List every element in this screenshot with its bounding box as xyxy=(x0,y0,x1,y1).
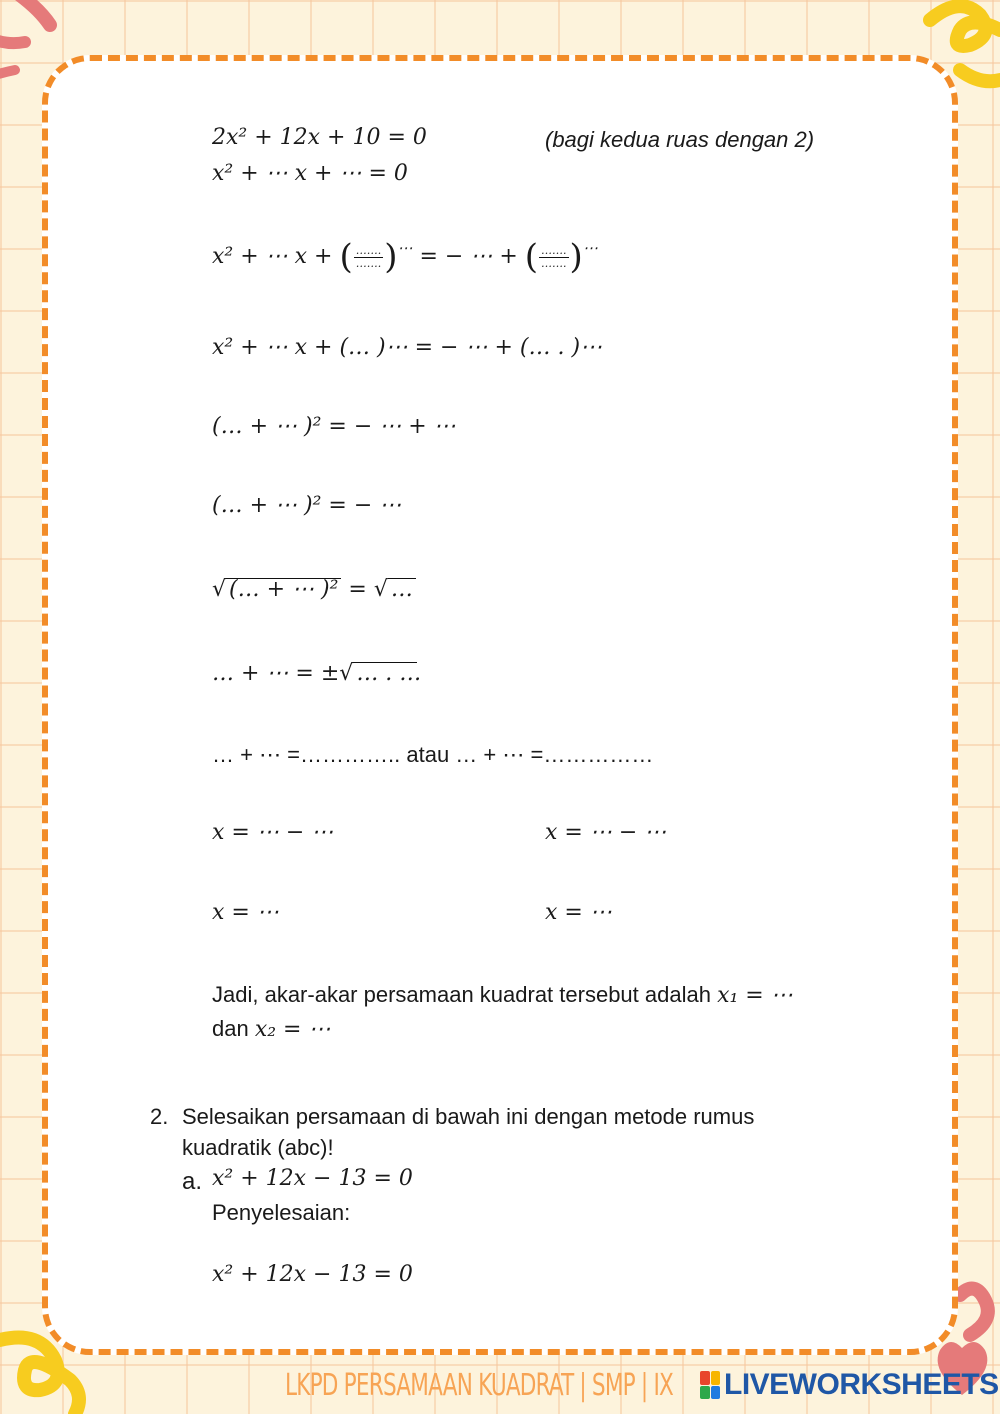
equation-note: (bagi kedua ruas dengan 2) xyxy=(545,127,815,152)
right-paren: ) xyxy=(384,237,398,277)
blank-fraction: $\frac{\dots\dots.}{\dots\dots.}$ xyxy=(355,243,382,270)
sqrt-symbol: √ xyxy=(212,577,227,602)
sqrt-radicand: … xyxy=(388,578,416,601)
question-2a-label: a. xyxy=(182,1168,203,1195)
equation-line-9: … + ⋯ =………….. atau … + ⋯ =…………… xyxy=(212,742,654,767)
blank-fraction: $\frac{\dots\dots.}{\dots\dots.}$ xyxy=(541,243,567,270)
sqrt-radicand: (… + ⋯ )² xyxy=(226,578,341,601)
liveworksheets-wordmark: LIVEWORKSHEETS xyxy=(724,1368,999,1401)
equation-line-2: 𝑥² + ⋯ 𝑥 + ⋯ = 0 xyxy=(212,161,408,186)
x2-answer: 𝑥₂ = ⋯ xyxy=(254,1017,331,1042)
equation-line-3-left: 𝑥² + ⋯ 𝑥 + xyxy=(212,244,340,269)
question-2-text-2: kuadratik (abc)! xyxy=(182,1135,334,1160)
conclusion-line-1: Jadi, akar-akar persamaan kuadrat tersebut adalah 𝑥₁ = ⋯ xyxy=(212,982,793,1008)
question-2a-equation: 𝑥² + 12𝑥 − 13 = 0 xyxy=(212,1166,413,1191)
equation-line-10a: 𝑥 = ⋯ − ⋯ xyxy=(212,820,334,845)
conclusion-line-2: dan 𝑥₂ = ⋯ xyxy=(212,1016,331,1042)
sqrt-symbol: √ xyxy=(373,577,388,602)
equation-line-8: … + ⋯ = ±√ … . … xyxy=(212,661,422,686)
equation-line-10b: 𝑥 = ⋯ − ⋯ xyxy=(545,820,667,845)
liveworksheets-logo-icon xyxy=(700,1371,720,1399)
equation-line-7: √ (… + ⋯ )² = √ … xyxy=(212,578,416,601)
footer-title: LKPD PERSAMAAN KUADRAT | SMP | IX xyxy=(285,1368,674,1403)
solution-label: Penyelesaian: xyxy=(212,1200,351,1225)
equation-line-11a: 𝑥 = ⋯ xyxy=(212,900,279,925)
left-paren: ( xyxy=(339,237,353,277)
question-2-text-1: Selesaikan persamaan di bawah ini dengan metode rumus xyxy=(182,1104,755,1129)
equation-line-3: 𝑥² + ⋯ 𝑥 + ( $\frac{\dots\dots.}{\dots\dots.}$ )⋯ = − ⋯ + ( $\frac{\dots\dots.}{\dots\dots.}$ )⋯ xyxy=(212,237,598,277)
liveworksheets-brand[interactable] xyxy=(700,1368,999,1402)
equation-line-6: (… + ⋯ )² = − ⋯ xyxy=(212,493,402,518)
equation-line-1: 2𝑥² + 12𝑥 + 10 = 0 xyxy=(212,125,427,150)
sqrt-symbol: √ xyxy=(339,661,354,686)
x1-answer: 𝑥₁ = ⋯ xyxy=(717,983,793,1008)
right-paren: ) xyxy=(569,237,583,277)
equation-line-11b: 𝑥 = ⋯ xyxy=(545,900,612,925)
left-paren: ( xyxy=(524,237,539,277)
equation-line-3-mid: = − ⋯ + xyxy=(412,244,525,269)
sqrt-radicand: … . … xyxy=(353,662,417,685)
solution-equation: 𝑥² + 12𝑥 − 13 = 0 xyxy=(212,1262,413,1287)
equation-line-4: 𝑥² + ⋯ 𝑥 + (… )⋯ = − ⋯ + (… . )⋯ xyxy=(212,335,603,360)
question-2-number: 2. xyxy=(150,1104,169,1129)
equation-line-5: (… + ⋯ )² = − ⋯ + ⋯ xyxy=(212,414,456,439)
